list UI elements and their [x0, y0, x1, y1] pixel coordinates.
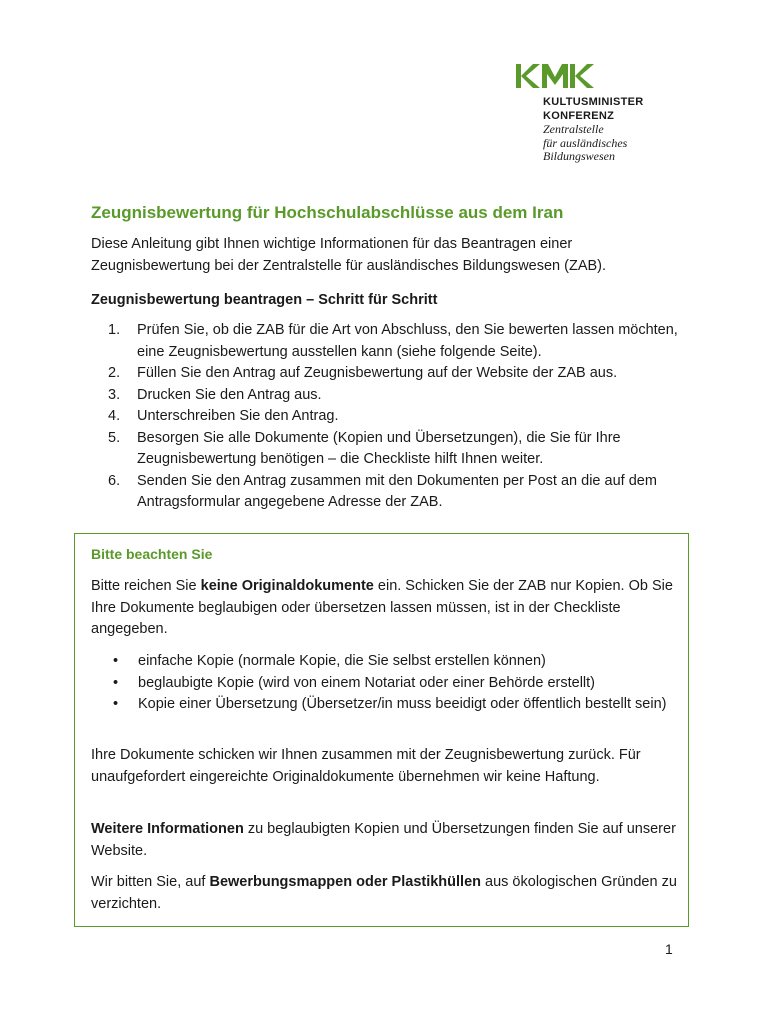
step-number: 6.	[108, 472, 121, 489]
notice-p1-post: ein. Schicken Sie der ZAB nur Kopien. Ob Sie Ihre Dokumente beglaubigen oder übersetzen lassen müssen, ist in der Checkliste angegeben.	[91, 578, 673, 637]
logo-line-5: Bildungswesen	[543, 149, 615, 163]
notice-p4-post: aus ökologischen Gründen zu verzichten.	[91, 874, 677, 912]
notice-p3-bold: Weitere Informationen	[91, 821, 244, 837]
step-number: 2.	[108, 365, 121, 381]
bullet-icon: •	[113, 696, 119, 712]
list-item-text: einfache Kopie (normale Kopie, die Sie selbst erstellen können)	[138, 653, 546, 669]
list-item	[113, 651, 678, 673]
step-text: Prüfen Sie, ob die ZAB für die Art von Abschluss, den Sie bewerten lassen möchten, eine Zeugnisbewertung ausstellen kann (siehe folgende Seite).	[137, 322, 678, 360]
step-text: Unterschreiben Sie den Antrag.	[137, 408, 339, 424]
kmk-logo-icon	[516, 64, 594, 88]
step-item	[108, 385, 698, 407]
logo-text	[543, 96, 644, 164]
bullet-icon: •	[113, 674, 119, 691]
notice-paragraph-return: Ihre Dokumente schicken wir Ihnen zusammen mit der Zeugnisbewertung zurück. Für unaufgefordert eingereichte Originaldokumente übernehmen wir keine Haftung.	[91, 747, 641, 785]
step-item	[108, 320, 698, 363]
notice-p4-pre: Wir bitten Sie, auf	[91, 874, 210, 890]
step-number: 4.	[108, 408, 121, 424]
notice-p3-post: zu beglaubigten Kopien und Übersetzungen finden Sie auf unserer Website.	[91, 821, 676, 859]
step-item	[108, 428, 698, 471]
steps-heading: Zeugnisbewertung beantragen – Schritt für Schritt	[91, 292, 438, 308]
logo-line-4: für ausländisches	[543, 135, 628, 150]
step-text: Drucken Sie den Antrag aus.	[137, 386, 322, 403]
step-number: 3.	[108, 386, 121, 403]
notice-paragraph-originals	[91, 576, 681, 641]
list-item	[113, 694, 678, 716]
steps-list	[108, 320, 698, 514]
page-title: Zeugnisbewertung für Hochschulabschlüsse aus dem Iran	[91, 203, 564, 222]
notice-p1-bold: keine Originaldokumente	[200, 578, 374, 594]
notice-p4-bold: Bewerbungsmappen oder Plastikhüllen	[209, 874, 481, 890]
step-text: Füllen Sie den Antrag auf Zeugnisbewertung auf der Website der ZAB aus.	[137, 365, 618, 381]
notice-paragraph-ecology	[91, 872, 681, 915]
step-text: Besorgen Sie alle Dokumente (Kopien und Übersetzungen), die Sie für Ihre Zeugnisbewertung benötigen – die Checkliste hilft Ihnen weiter.	[137, 429, 621, 467]
list-item	[113, 673, 678, 695]
step-number: 1.	[108, 322, 121, 338]
step-item	[108, 471, 698, 514]
bullet-icon: •	[113, 653, 119, 669]
intro-paragraph: Diese Anleitung gibt Ihnen wichtige Informationen für das Beantragen einer Zeugnisbewertung bei der Zentralstelle für ausländisches Bildungswesen (ZAB).	[91, 236, 607, 274]
notice-title: Bitte beachten Sie	[91, 546, 213, 562]
logo-line-1: KULTUSMINISTER	[543, 96, 644, 108]
list-item-text: beglaubigte Kopie (wird von einem Notariat oder einer Behörde erstellt)	[138, 674, 596, 691]
notice-p1-pre: Bitte reichen Sie	[91, 578, 201, 594]
step-number: 5.	[108, 429, 121, 446]
page-number: 1	[665, 941, 673, 957]
list-item-text: Kopie einer Übersetzung (Übersetzer/in muss beeidigt oder öffentlich bestellt sein)	[138, 696, 667, 712]
notice-paragraph-info	[91, 819, 681, 862]
step-item	[108, 406, 698, 428]
step-text: Senden Sie den Antrag zusammen mit den Dokumenten per Post an die auf dem Antragsformular angegebene Adresse der ZAB.	[137, 472, 657, 510]
logo-line-3: Zentralstelle	[543, 122, 604, 136]
copy-types-list	[113, 651, 678, 716]
step-item	[108, 363, 698, 385]
logo-line-2: KONFERENZ	[543, 109, 615, 122]
